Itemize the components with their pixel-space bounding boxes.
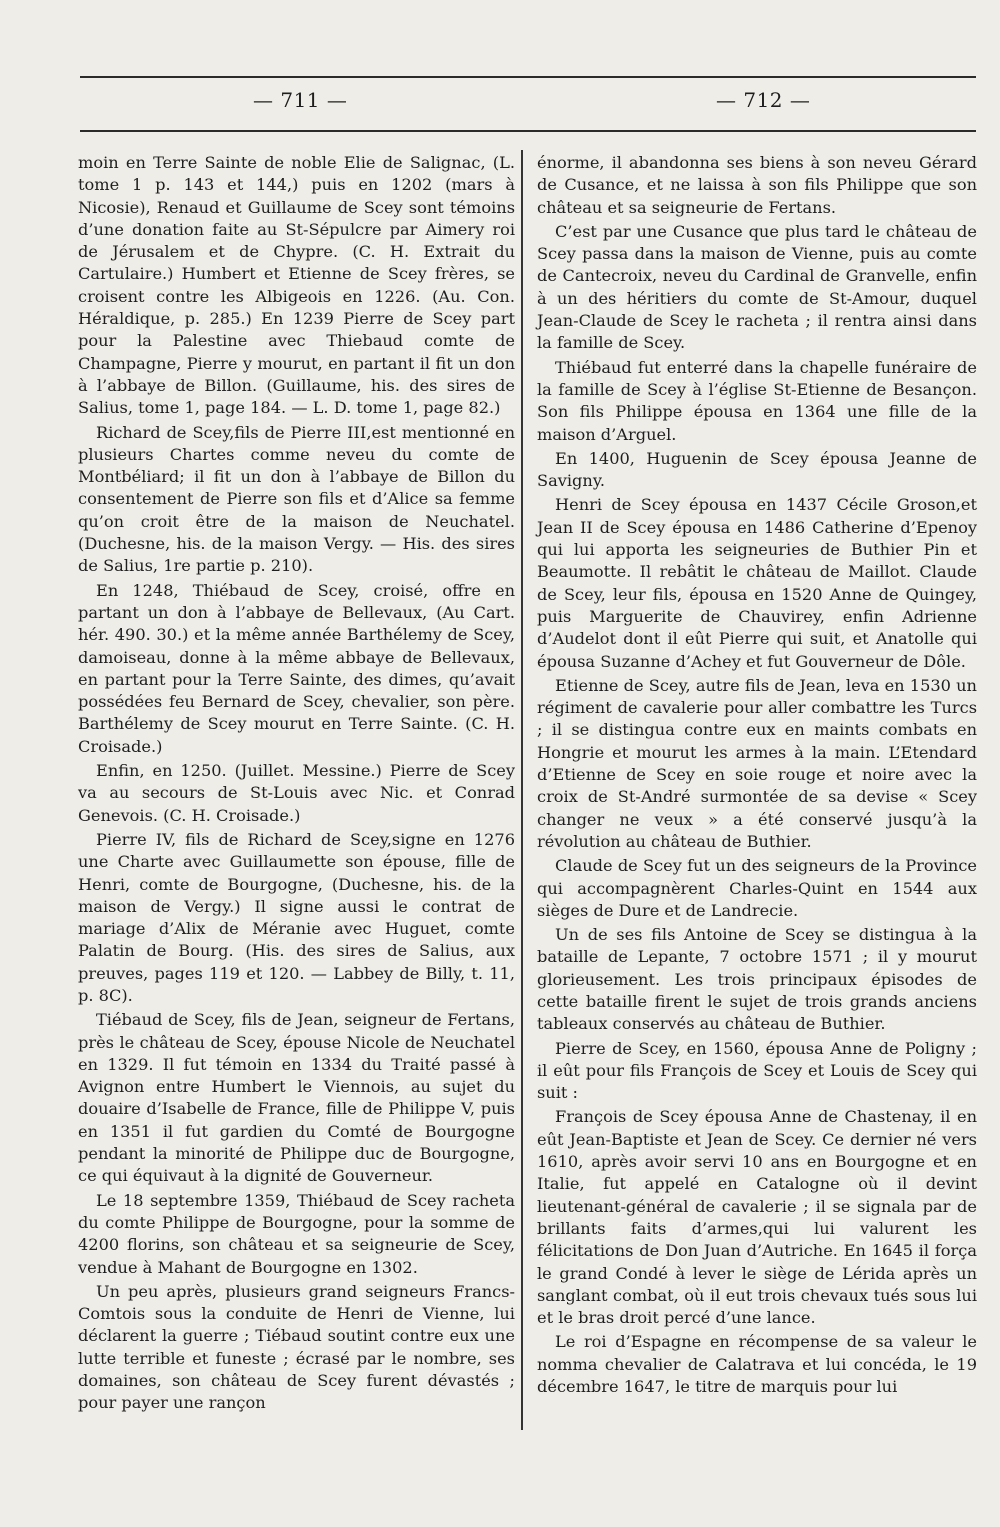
- paragraph: Tiébaud de Scey, fils de Jean, seigneur de Fertans, près le château de Scey, épouse Nicole de Neuchatel en 1329. Il fut témoin en 1334 du Traité passé à Avignon entre Humbert le Viennois, au sujet du douaire d’Isabelle de France, fille de Philippe V, puis en 1351 il fut gardien du Comté de Bourgogne pendant la minorité de Philippe duc de Bourgogne, ce qui équivaut à la dignité de Gouverneur.: [78, 1010, 515, 1186]
- left-column: [78, 152, 515, 1417]
- paragraph: Pierre de Scey, en 1560, épousa Anne de Poligny ; il eût pour fils François de Scey et Louis de Scey qui suit :: [537, 1038, 977, 1103]
- paragraph: Le 18 septembre 1359, Thiébaud de Scey racheta du comte Philippe de Bourgogne, pour la somme de 4200 florins, son château et sa seigneurie de Scey, vendue à Mahant de Bourgogne en 1302.: [78, 1190, 515, 1277]
- paragraph: En 1400, Huguenin de Scey épousa Jeanne de Savigny.: [537, 448, 977, 491]
- column-divider: [521, 150, 523, 1430]
- paragraph: Etienne de Scey, autre fils de Jean, leva en 1530 un régiment de cavalerie pour aller combattre les Turcs ; il se distingua contre eux en maints combats en Hongrie et mourut les armes à la main. L’Etendard d’Etienne de Scey en soie rouge et noire avec la croix de St-André surmontée de sa devise « Scey changer ne veux » a été conservé jusqu’à la révolution au château de Buthier.: [537, 675, 977, 851]
- page-number-left: — 711 —: [253, 88, 348, 112]
- paragraph: Le roi d’Espagne en récompense de sa valeur le nomma chevalier de Calatrava et lui concéda, le 19 décembre 1647, le titre de marquis pour lui: [537, 1332, 977, 1397]
- paragraph: Thiébaud fut enterré dans la chapelle funéraire de la famille de Scey à l’église St-Etienne de Besançon. Son fils Philippe épousa en 1364 une fille de la maison d’Arguel.: [537, 357, 977, 444]
- paragraph: moin en Terre Sainte de noble Elie de Salignac, (L. tome 1 p. 143 et 144,) puis en 1202 (mars à Nicosie), Renaud et Guillaume de Scey sont témoins d’une donation faite au St-Sépulcre par Aimery roi de Jérusalem et de Chypre. (C. H. Extrait du Cartulaire.) Humbert et Etienne de Scey frères, se croisent contre les Albigeois en 1226. (Au. Con. Héraldique, p. 285.) En 1239 Pierre de Scey part pour la Palestine avec Thiebaud comte de Champagne, Pierre y mourut, en partant il fit un don à l’abbaye de Billon. (Guillaume, his. des sires de Salius, tome 1, page 184. — L. D. tome 1, page 82.): [78, 153, 515, 418]
- paragraph: Claude de Scey fut un des seigneurs de la Province qui accompagnèrent Charles-Quint en 1544 aux sièges de Dure et de Landrecie.: [537, 856, 977, 920]
- paragraph: C’est par une Cusance que plus tard le château de Scey passa dans la maison de Vienne, puis au comte de Cantecroix, neveu du Cardinal de Granvelle, enfin à un des héritiers du comte de St-Amour, duquel Jean-Claude de Scey le racheta ; il rentra ainsi dans la famille de Scey.: [537, 221, 977, 353]
- paragraph: François de Scey épousa Anne de Chastenay, il en eût Jean-Baptiste et Jean de Scey. Ce dernier né vers 1610, après avoir servi 10 ans en Bourgogne et en Italie, fut appelé en Catalogne où il devint lieutenant-général de cavalerie ; il se signala par de brillants faits d’armes,qui lui valurent les félicitations de Don Juan d’Autriche. En 1645 il força le grand Condé à lever le siège de Lérida après un sanglant combat, où il eut trois chevaux tués sous lui et le bras droit percé d’une lance.: [537, 1107, 977, 1328]
- paragraph: Un peu après, plusieurs grand seigneurs Francs-Comtois sous la conduite de Henri de Vienne, lui déclarent la guerre ; Tiébaud soutint contre eux une lutte terrible et funeste ; écrasé par le nombre, ses domaines, son château de Scey furent dévastés ; pour payer une rançon: [78, 1281, 515, 1413]
- paragraph: Richard de Scey,fils de Pierre III,est mentionné en plusieurs Chartes comme neveu du comte de Montbéliard; il fit un don à l’abbaye de Billon du consentement de Pierre son fils et d’Alice sa femme qu’on croit être de la maison de Neuchatel. (Duchesne, his. de la maison Vergy. — His. des sires de Salius, 1re partie p. 210).: [78, 422, 515, 576]
- paragraph: Henri de Scey épousa en 1437 Cécile Groson,et Jean II de Scey épousa en 1486 Catherine d’Epenoy qui lui apporta les seigneuries de Buthier Pin et Beaumotte. Il rebâtit le château de Maillot. Claude de Scey, leur fils, épousa en 1520 Anne de Quingey, puis Marguerite de Chauvirey, enfin Adrienne d’Audelot dont il eût Pierre qui suit, et Anatolle qui épousa Suzanne d’Achey et fut Gouverneur de Dôle.: [537, 495, 977, 671]
- paragraph: Un de ses fils Antoine de Scey se distingua à la bataille de Lepante, 7 octobre 1571 ; il y mourut glorieusement. Les trois principaux épisodes de cette bataille firent le sujet de trois grands anciens tableaux conservés au château de Buthier.: [537, 925, 977, 1034]
- page-number-right: — 712 —: [716, 88, 811, 112]
- right-column: [537, 152, 977, 1400]
- paragraph: En 1248, Thiébaud de Scey, croisé, offre en partant un don à l’abbaye de Bellevaux, (Au Cart. hér. 490. 30.) et la même année Barthélemy de Scey, damoiseau, donne à la même abbaye de Bellevaux, en partant pour la Terre Sainte, des dimes, qu’avait possédées feu Bernard de Scey, chevalier, son père. Barthélemy de Scey mourut en Terre Sainte. (C. H. Croisade.): [78, 580, 515, 756]
- paragraph: Enfin, en 1250. (Juillet. Messine.) Pierre de Scey va au secours de St-Louis avec Nic. et Conrad Genevois. (C. H. Croisade.): [78, 761, 515, 825]
- header-rule: [80, 130, 976, 132]
- paragraph: Pierre IV, fils de Richard de Scey,signe en 1276 une Charte avec Guillaumette son épouse, fille de Henri, comte de Bourgogne, (Duchesne, his. de la maison de Vergy.) Il signe aussi le contrat de mariage d’Alix de Méranie avec Huguet, comte Palatin de Bourg. (His. des sires de Salius, aux preuves, pages 119 et 120. — Labbey de Billy, t. 11, p. 8C).: [78, 829, 515, 1005]
- top-rule: [80, 76, 976, 78]
- paragraph: énorme, il abandonna ses biens à son neveu Gérard de Cusance, et ne laissa à son fils Philippe que son château et sa seigneurie de Fertans.: [537, 153, 977, 217]
